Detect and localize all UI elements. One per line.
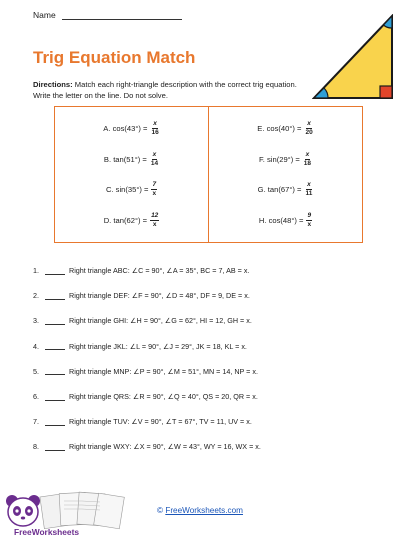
equation-lhs: F. sin(29°) =	[258, 154, 300, 164]
panda-mascot-icon	[6, 495, 40, 526]
problem-number: 7.	[33, 417, 39, 427]
problem-text: Right triangle JKL: ∠L = 90°, ∠J = 29°, JK = 18, KL = x.	[69, 341, 247, 351]
fraction-denominator: 11	[305, 190, 313, 198]
footer-website[interactable]	[157, 506, 243, 515]
list-item	[33, 308, 393, 333]
name-field	[33, 10, 182, 20]
fraction	[150, 151, 159, 168]
answer-blank[interactable]	[45, 393, 65, 401]
answer-blank[interactable]	[45, 317, 65, 325]
directions-label: Directions:	[33, 80, 73, 89]
problem-text: Right triangle QRS: ∠R = 90°, ∠Q = 40°, QS = 20, QR = x.	[69, 392, 258, 402]
fraction	[306, 212, 312, 229]
problem-text: Right triangle MNP: ∠P = 90°, ∠M = 51°, MN = 14, NP = x.	[69, 366, 258, 376]
fraction-numerator: 12	[151, 212, 159, 220]
problem-number: 3.	[33, 316, 39, 326]
equation-column-right	[209, 107, 362, 242]
top-angle-marker	[384, 16, 393, 28]
equation-bank	[54, 106, 363, 243]
answer-blank[interactable]	[45, 443, 65, 451]
problem-number: 6.	[33, 392, 39, 402]
worksheet-stack-icon	[40, 492, 124, 529]
problem-text: Right triangle ABC: ∠C = 90°, ∠A = 35°, BC = 7, AB = x.	[69, 266, 250, 276]
website-link[interactable]: FreeWorksheets.com	[165, 506, 243, 515]
fraction-denominator: 14	[150, 159, 159, 167]
list-item	[33, 384, 393, 409]
directions-text: Match each right-triangle description with the correct trig equation. Write the letter on the line. Do not solve.	[33, 80, 297, 100]
worksheet-title: Trig Equation Match	[33, 48, 196, 67]
fraction-denominator: x	[152, 190, 157, 198]
equation-lhs: E. cos(40°) =	[257, 123, 302, 133]
equation-column-left	[55, 107, 209, 242]
answer-blank[interactable]	[45, 342, 65, 350]
right-triangle-illustration	[312, 14, 394, 100]
equation-lhs: H. cos(48°) =	[258, 216, 304, 226]
equation-lhs: A. cos(43°) =	[103, 123, 148, 133]
right-angle-marker	[380, 86, 392, 98]
fraction-numerator: x	[153, 119, 157, 127]
list-item	[33, 334, 393, 359]
fraction-numerator: 7	[152, 181, 157, 189]
equation-lhs: G. tan(67°) =	[257, 185, 302, 195]
fraction-denominator: x	[152, 221, 157, 229]
equation-item	[55, 207, 208, 235]
problem-text: Right triangle GHI: ∠H = 90°, ∠G = 62°, HI = 12, GH = x.	[69, 316, 252, 326]
brand-name: FreeWorksheets	[14, 527, 80, 537]
problem-number: 1.	[33, 266, 39, 276]
problem-number: 4.	[33, 341, 39, 351]
fraction-denominator: 20	[305, 128, 313, 136]
fraction	[150, 120, 159, 137]
copyright-symbol: ©	[157, 506, 164, 515]
fraction-numerator: 9	[307, 212, 312, 220]
answer-blank[interactable]	[45, 367, 65, 375]
directions	[33, 79, 298, 101]
problem-text: Right triangle WXY: ∠X = 90°, ∠W = 43°, WY = 16, WX = x.	[69, 442, 261, 452]
equation-item	[209, 207, 362, 235]
problem-number: 5.	[33, 366, 39, 376]
name-label: Name	[33, 10, 56, 20]
equation-item	[209, 176, 362, 204]
list-item	[33, 359, 393, 384]
problem-text: Right triangle DEF: ∠F = 90°, ∠D = 48°, DF = 9, DE = x.	[69, 291, 250, 301]
list-item	[33, 258, 393, 283]
fraction	[150, 212, 159, 229]
equation-item	[55, 145, 208, 173]
fraction-denominator: x	[307, 221, 312, 229]
fraction	[151, 181, 157, 198]
list-item	[33, 283, 393, 308]
problem-list	[33, 258, 393, 460]
equation-lhs: D. tan(62°) =	[103, 216, 148, 226]
fraction-numerator: x	[152, 150, 157, 158]
equation-lhs: B. tan(51°) =	[103, 154, 147, 164]
problem-number: 2.	[33, 291, 39, 301]
fraction-denominator: 16	[151, 128, 159, 136]
fraction-numerator: x	[307, 181, 311, 189]
equation-item	[209, 114, 362, 142]
list-item	[33, 409, 393, 434]
fraction	[304, 181, 313, 198]
equation-lhs: C. sin(35°) =	[105, 185, 149, 195]
fraction-numerator: x	[305, 150, 310, 158]
answer-blank[interactable]	[45, 267, 65, 275]
equation-item	[209, 145, 362, 173]
fraction	[304, 120, 313, 137]
equation-item	[55, 114, 208, 142]
equation-item	[55, 176, 208, 204]
fraction-denominator: 18	[303, 159, 312, 167]
name-blank-line[interactable]	[62, 11, 182, 20]
list-item	[33, 434, 393, 459]
answer-blank[interactable]	[45, 418, 65, 426]
answer-blank[interactable]	[45, 292, 65, 300]
problem-number: 8.	[33, 442, 39, 452]
problem-text: Right triangle TUV: ∠V = 90°, ∠T = 67°, TV = 11, UV = x.	[69, 417, 252, 427]
fraction-numerator: x	[307, 119, 311, 127]
fraction	[303, 151, 312, 168]
